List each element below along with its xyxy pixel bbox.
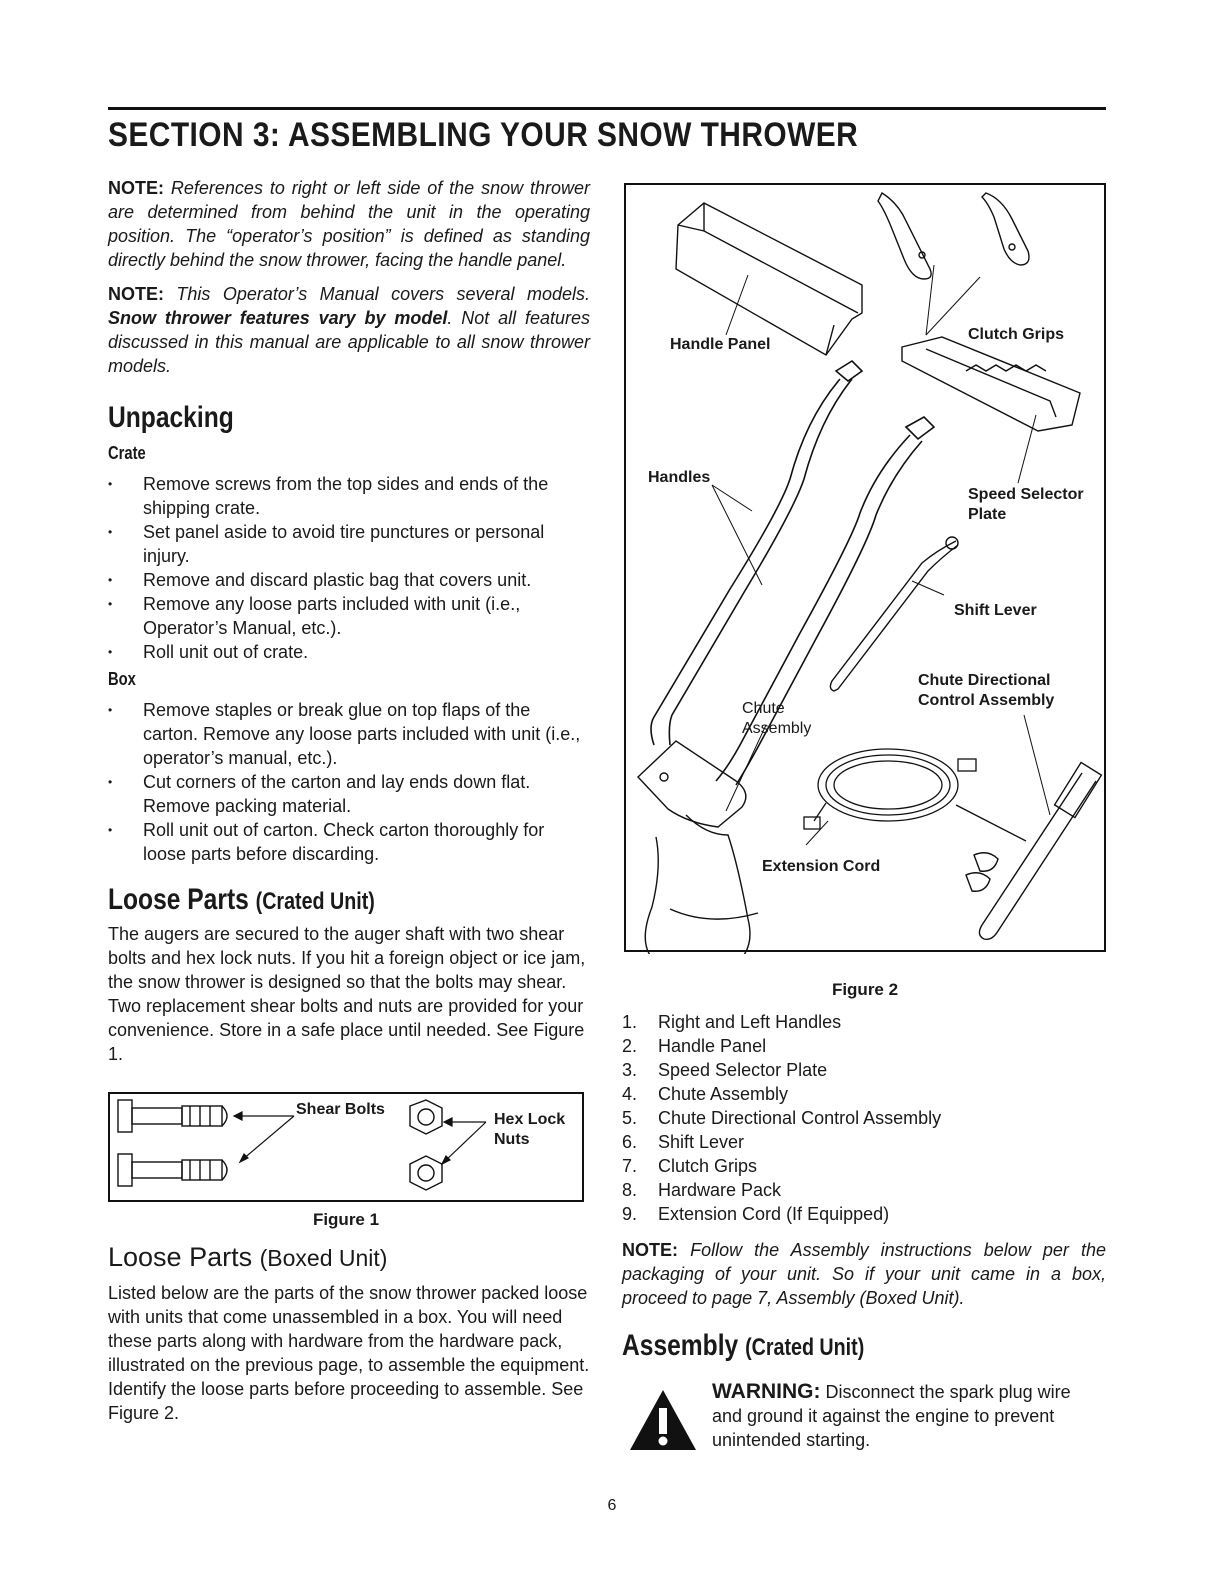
chute-directional-control-part [956, 762, 1101, 939]
figure-1-caption: Figure 1 [312, 1210, 380, 1229]
shear-bolt-1 [118, 1100, 227, 1132]
crate-list [108, 472, 590, 664]
speed-selector-plate-part [902, 337, 1080, 431]
label-extension-cord: Extension Cord [762, 858, 881, 875]
note-models [108, 282, 590, 378]
item-text: Right and Left Handles [658, 1012, 842, 1032]
unpacking-heading: Unpacking [108, 401, 234, 434]
item-text: Extension Cord (If Equipped) [658, 1204, 890, 1224]
list-item [622, 1178, 1106, 1202]
list-item [622, 1082, 1106, 1106]
list-item [622, 1202, 1106, 1226]
figure-1 [108, 1092, 584, 1202]
section-title: SECTION 3: ASSEMBLING YOUR SNOW THROWER [108, 116, 859, 154]
note-packaging [622, 1238, 1106, 1310]
label-speed-selector-plate: Plate [968, 506, 1007, 523]
list-item [622, 1010, 1106, 1034]
heading-text: Loose Parts [108, 883, 249, 916]
extension-cord-part [804, 749, 976, 829]
note-text: Follow the Assembly instructions below per the packaging of your unit. So if your unit came in a box, proceed to page 7, Assembly (Boxed Unit). [622, 1240, 1106, 1308]
item-text: Handle Panel [658, 1036, 767, 1056]
item-text: Shift Lever [658, 1132, 745, 1152]
top-rule [108, 107, 1106, 110]
list-item [622, 1058, 1106, 1082]
loose-parts-crated-text: The augers are secured to the auger shaft with two shear bolts and hex lock nuts. If you hit a foreign object or ice jam, the snow thrower is designed so that the bolts may shear. Two replacement shear bolts and nuts are provided for your convenience. Store in a safe place until needed. See Figure 1. [108, 924, 586, 1064]
note-orientation [108, 176, 590, 272]
item-number: 5. [622, 1108, 638, 1128]
item-number: 8. [622, 1180, 638, 1200]
loose-parts-crated-heading [108, 882, 503, 920]
shear-bolt-2 [118, 1154, 227, 1186]
label-handles: Handles [648, 469, 711, 486]
chute-assembly-part [638, 741, 758, 954]
hex-nut-1 [410, 1100, 442, 1134]
box-heading: Box [108, 669, 136, 689]
parts-list [622, 1010, 1106, 1226]
hex-nut-2 [410, 1156, 442, 1190]
note-text: This Operator’s Manual covers several models. [176, 284, 590, 304]
loose-parts-boxed [108, 1240, 590, 1425]
item-number: 7. [622, 1156, 638, 1176]
left-column [108, 176, 590, 1066]
heading-suffix: (Crated Unit) [255, 888, 375, 915]
list-item: • Remove any loose parts included with unit (i.e., Operator’s Manual, etc.). [108, 592, 590, 640]
label-shear-bolts: Shear Bolts [296, 1101, 385, 1118]
label-hex-lock: Hex Lock [494, 1111, 566, 1128]
shift-lever-part [830, 537, 958, 691]
warning-icon [628, 1388, 698, 1452]
clutch-grips-part [878, 193, 1029, 279]
list-item: • Remove screws from the top sides and ends of the shipping crate. [108, 472, 590, 520]
list-item [622, 1106, 1106, 1130]
item-number: 3. [622, 1060, 638, 1080]
box-list [108, 698, 590, 866]
heading-suffix: (Crated Unit) [745, 1334, 865, 1361]
label-nuts: Nuts [494, 1131, 530, 1148]
list-item: • Roll unit out of carton. Check carton thoroughly for loose parts before discarding. [108, 818, 590, 866]
item-number: 1. [622, 1012, 638, 1032]
list-item: • Remove staples or break glue on top flaps of the carton. Remove any loose parts included with unit (i.e., operator’s manual, etc.). [108, 698, 590, 770]
item-number: 6. [622, 1132, 638, 1152]
label-chute-assembly: Assembly [742, 720, 812, 737]
note-label: NOTE: [622, 1240, 678, 1260]
loose-parts-boxed-heading [108, 1240, 590, 1275]
list-item: • Remove and discard plastic bag that covers unit. [108, 568, 590, 592]
note-text: References to right or left side of the snow thrower are determined from behind the unit in the operating position. The “operator’s position” is defined as standing directly behind the snow thrower, facing the handle panel. [108, 178, 590, 270]
note-label: NOTE: [108, 284, 164, 304]
item-text: Speed Selector Plate [658, 1060, 828, 1080]
label-speed-selector: Speed Selector [968, 486, 1084, 503]
note-bold-text: Snow thrower features vary by model [108, 308, 448, 328]
item-text: Chute Assembly [658, 1084, 789, 1104]
item-text: Clutch Grips [658, 1156, 758, 1176]
list-item [622, 1130, 1106, 1154]
item-text: Hardware Pack [658, 1180, 782, 1200]
label-control-assembly: Control Assembly [918, 692, 1055, 709]
loose-parts-boxed-text: Listed below are the parts of the snow thrower packed loose with units that come unassembled in a box. You will need these parts along with hardware from the hardware pack, illustrated on the previous page, to assemble the equipment. Identify the loose parts before proceeding to assemble. See Figure 2. [108, 1283, 590, 1423]
warning-text: Disconnect the spark plug wire and ground it against the engine to prevent unintended starting. [712, 1382, 1071, 1450]
warning-label: WARNING: [712, 1380, 821, 1403]
figure-2-caption: Figure 2 [831, 980, 899, 999]
figure-2-illustration [626, 185, 1108, 954]
note-label: NOTE: [108, 178, 164, 198]
list-item: • Roll unit out of crate. [108, 640, 590, 664]
heading-text: Loose Parts [108, 1242, 253, 1272]
list-item: • Set panel aside to avoid tire punctures or personal injury. [108, 520, 590, 568]
heading-text: Assembly [622, 1329, 739, 1362]
label-chute-directional: Chute Directional [918, 672, 1051, 689]
note-text-end: . Not all features discussed in this manual are applicable to all snow thrower models. [108, 308, 591, 376]
label-shift-lever: Shift Lever [954, 602, 1037, 619]
item-number: 9. [622, 1204, 638, 1224]
handle-panel-part [676, 203, 862, 355]
item-text: Chute Directional Control Assembly [658, 1108, 942, 1128]
figure-2 [624, 183, 1106, 952]
assembly-crated-heading [622, 1328, 864, 1366]
heading-suffix: (Boxed Unit) [259, 1245, 388, 1271]
label-clutch-grips: Clutch Grips [968, 326, 1065, 343]
list-item [622, 1034, 1106, 1058]
list-item: • Cut corners of the carton and lay ends down flat. Remove packing material. [108, 770, 590, 818]
list-item [622, 1154, 1106, 1178]
crate-heading: Crate [108, 443, 146, 463]
label-handle-panel: Handle Panel [670, 336, 771, 353]
item-number: 2. [622, 1036, 638, 1056]
page-number: 6 [607, 1497, 617, 1514]
warning-text-block [712, 1380, 1102, 1452]
label-chute: Chute [742, 700, 785, 717]
item-number: 4. [622, 1084, 638, 1104]
